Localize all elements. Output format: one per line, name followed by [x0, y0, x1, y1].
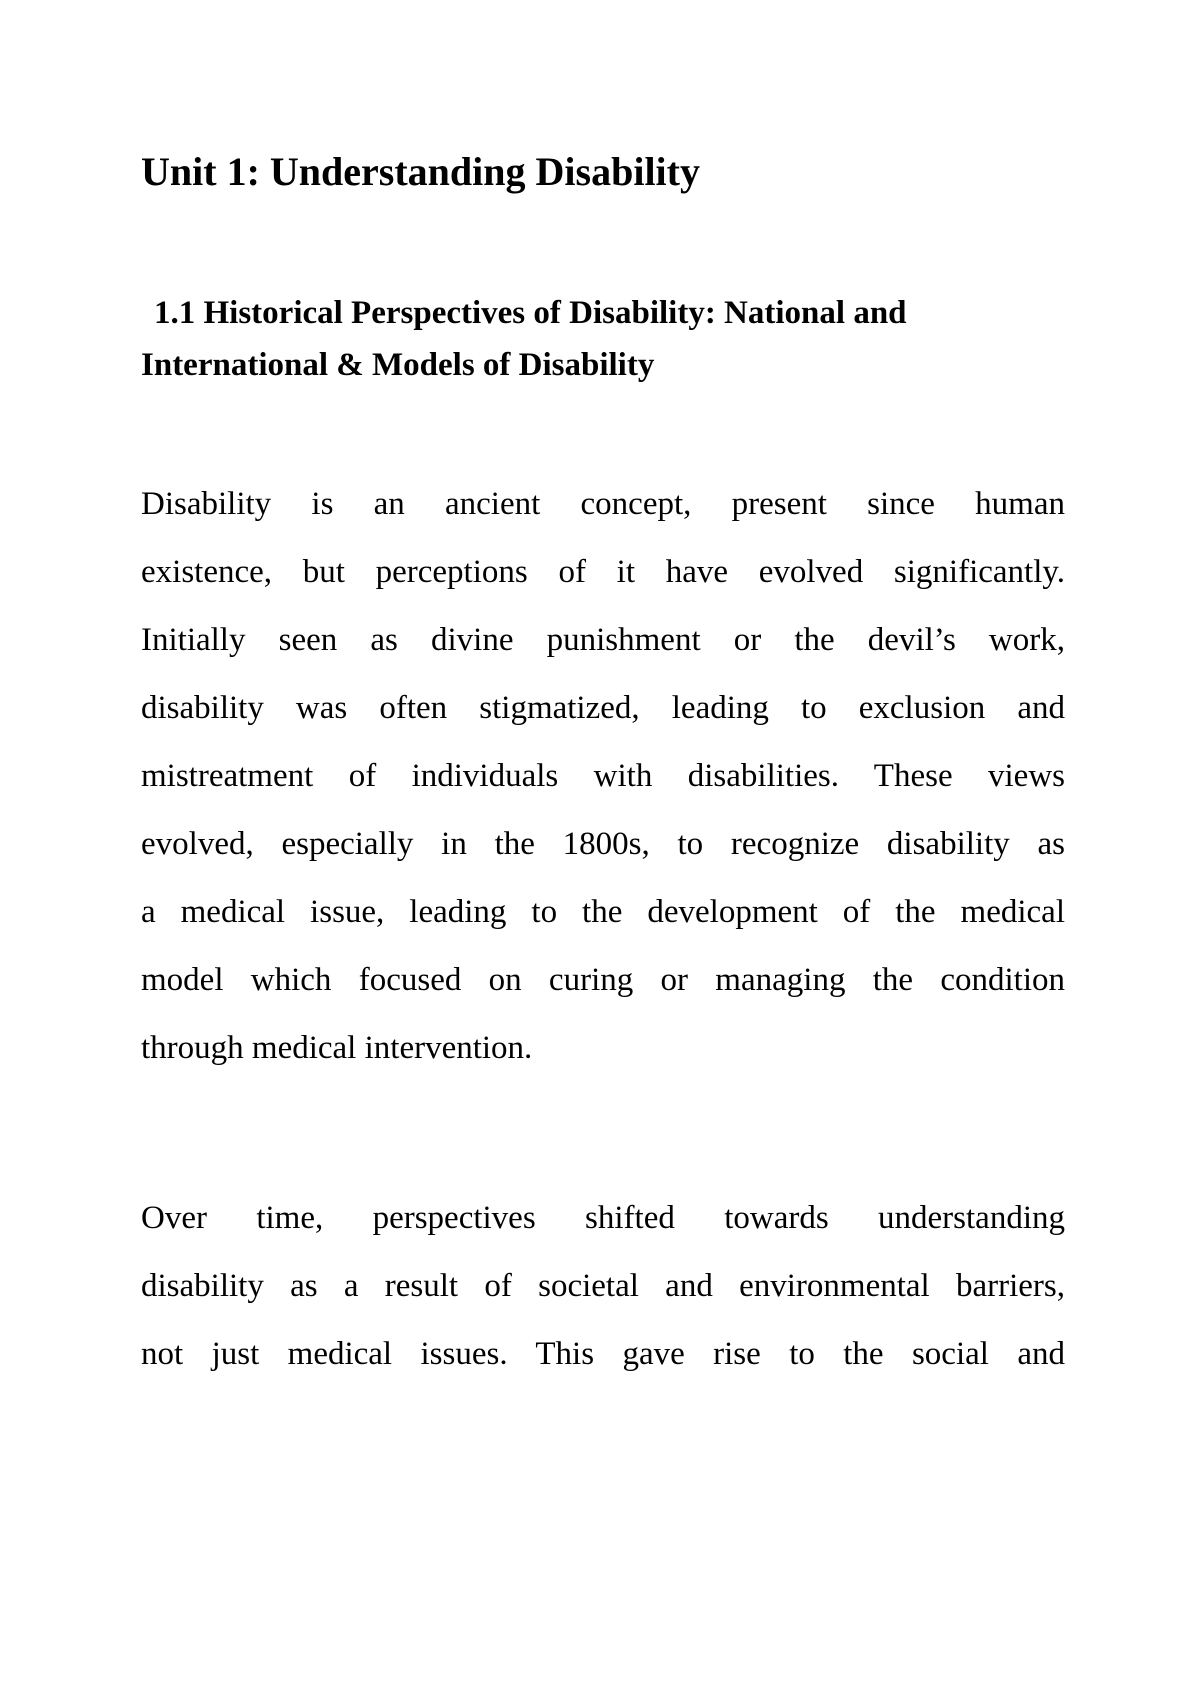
paragraph-line: mistreatment of individuals with disabilities. These views: [141, 758, 1065, 794]
paragraph-line: through medical intervention.: [141, 1030, 533, 1066]
paragraph-line: Over time, perspectives shifted towards understanding: [141, 1200, 1065, 1236]
paragraph-line: model which focused on curing or managing the condition: [141, 962, 1065, 998]
paragraph-line: Disability is an ancient concept, present since human: [141, 486, 1065, 522]
paragraph-line: not just medical issues. This gave rise to the social and: [141, 1336, 1065, 1372]
section-heading-line: 1.1 Historical Perspectives of Disability: National and: [154, 295, 907, 331]
paragraph-line: disability as a result of societal and environmental barriers,: [141, 1268, 1065, 1304]
paragraph-2: [141, 1184, 1065, 1388]
paragraph-line: Initially seen as divine punishment or the devil’s work,: [141, 622, 1065, 658]
paragraph-line: a medical issue, leading to the development of the medical: [141, 894, 1065, 930]
paragraph-line: evolved, especially in the 1800s, to recognize disability as: [141, 826, 1065, 862]
paragraph-line: existence, but perceptions of it have evolved significantly.: [141, 554, 1065, 590]
unit-title: Unit 1: Understanding Disability: [141, 149, 700, 194]
section-heading-line: International & Models of Disability: [141, 347, 655, 383]
section-heading: [141, 287, 1065, 391]
paragraph-line: disability was often stigmatized, leading to exclusion and: [141, 690, 1065, 726]
paragraph-1: [141, 470, 1065, 1082]
